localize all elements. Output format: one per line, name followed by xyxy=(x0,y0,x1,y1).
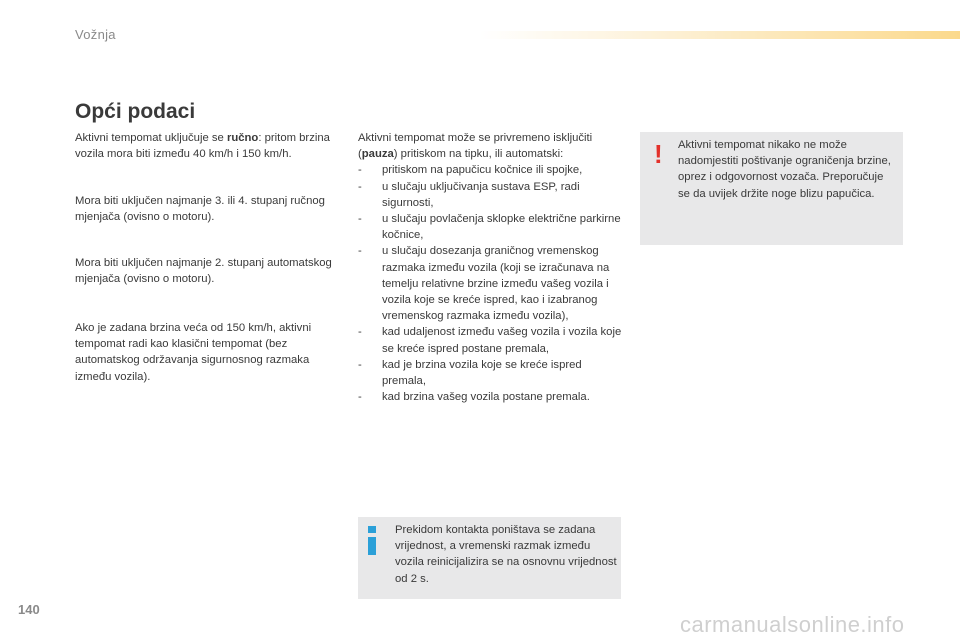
page-title: Opći podaci xyxy=(75,100,196,123)
text-run: Aktivni tempomat može se privremeno isključiti ( xyxy=(358,132,593,161)
warning-text: Aktivni tempomat nikako ne može nadomjestiti poštivanje ograničenja brzine, oprez i odgovornost vozača. Preporučuje se da uvijek držite noge blizu papučica. xyxy=(678,139,891,200)
list-item xyxy=(358,162,628,178)
list-item xyxy=(358,324,628,356)
info-icon xyxy=(368,526,376,558)
list-item-text: kad je brzina vozila koje se kreće ispred premala, xyxy=(382,358,582,388)
list-item xyxy=(358,357,628,389)
paragraph-high-speed: Ako je zadana brzina veća od 150 km/h, aktivni tempomat radi kao klasični tempomat (bez automatskog održavanja sigurnosnog razmaka između vozila). xyxy=(75,322,312,383)
paragraph-manual-activation xyxy=(75,130,345,162)
list-dash: - xyxy=(358,326,362,339)
list-item-text: u slučaju uključivanja sustava ESP, radi sigurnosti, xyxy=(382,180,580,209)
list-item-text: kad udaljenost između vašeg vozila i vozila koje se kreće ispred postane premala, xyxy=(382,326,622,355)
middle-column xyxy=(358,130,628,405)
pause-conditions-list xyxy=(358,162,628,405)
list-dash: - xyxy=(358,245,362,258)
list-dash: - xyxy=(358,391,362,404)
bold-term: pauza xyxy=(361,148,394,161)
list-dash: - xyxy=(358,358,362,371)
list-item-text: pritiskom na papučicu kočnice ili spojke, xyxy=(382,164,583,177)
list-dash: - xyxy=(358,164,362,177)
text-run: Aktivni tempomat uključuje se xyxy=(75,132,227,144)
info-text: Prekidom kontakta poništava se zadana vrijednost, a vremenski razmak između vozila reinicijalizira se na osnovnu vrijednost od 2 s. xyxy=(395,524,617,585)
list-item xyxy=(358,179,628,211)
info-box xyxy=(358,517,621,599)
list-item xyxy=(358,243,628,324)
warning-box xyxy=(640,132,903,245)
paragraph-automatic-gearbox: Mora biti uključen najmanje 2. stupanj automatskog mjenjača (ovisno o motoru). xyxy=(75,257,332,286)
list-dash: - xyxy=(358,180,362,193)
list-item xyxy=(358,389,628,405)
header-accent-bar xyxy=(480,31,960,39)
list-item-text: kad brzina vašeg vozila postane premala. xyxy=(382,391,590,404)
text-run: ) pritiskom na tipku, ili automatski: xyxy=(393,148,564,161)
list-dash: - xyxy=(358,213,362,226)
pause-intro xyxy=(358,130,628,162)
watermark: carmanualsonline.info xyxy=(680,612,905,637)
bold-term: ručno xyxy=(226,132,259,144)
list-item-text: u slučaju povlačenja sklopke električne parkirne kočnice, xyxy=(382,213,621,242)
list-item xyxy=(358,211,628,243)
warning-exclamation-icon: ! xyxy=(654,139,663,169)
text-run: : pritom brzina vozila mora biti između 40 km/h i 150 km/h. xyxy=(75,132,330,161)
page-number: 140 xyxy=(18,602,40,617)
list-item-text: u slučaju dosezanja graničnog vremenskog razmaka između vozila (koji se izračunava na temelju relativne brzine između vašeg vozila i vozila koje se kreće ispred, kao i izabranog vremenskog razmaka između vozila), xyxy=(382,245,610,323)
paragraph-manual-gearbox: Mora biti uključen najmanje 3. ili 4. stupanj ručnog mjenjača (ovisno o motoru). xyxy=(75,195,325,224)
section-label: Vožnja xyxy=(75,27,116,42)
